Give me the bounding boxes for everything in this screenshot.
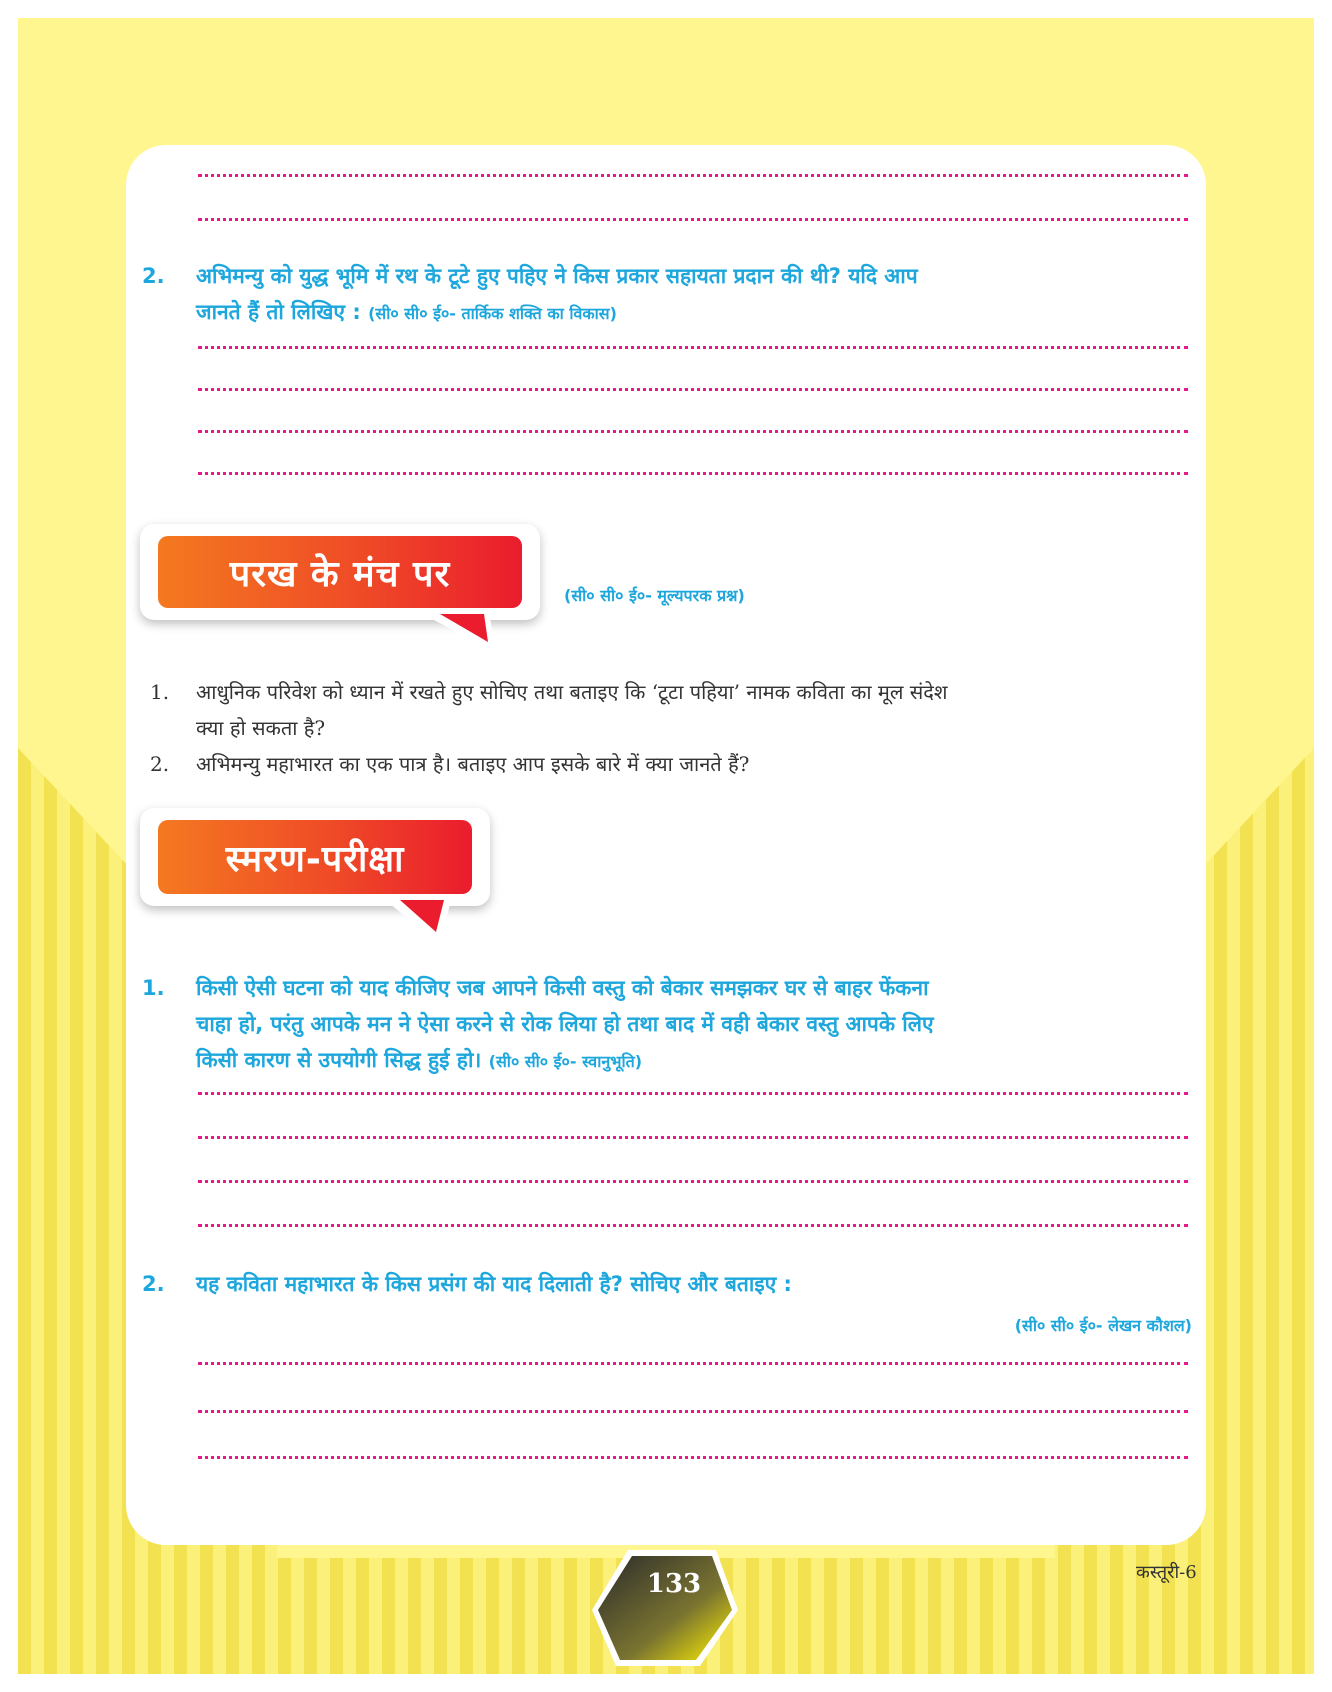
question-2 <box>142 258 1192 338</box>
question-text-line3-text: किसी कारण से उपयोगी सिद्ध हुई हो। <box>196 1048 482 1072</box>
answer-line[interactable] <box>198 1456 1188 1459</box>
question-number: 1. <box>150 680 170 704</box>
banner-title: परख के मंच पर <box>158 536 522 608</box>
answer-line[interactable] <box>198 346 1188 349</box>
question-number: 2. <box>142 1272 165 1296</box>
question-text-line1: किसी ऐसी घटना को याद कीजिए जब आपने किसी वस्तु को बेकार समझकर घर से बाहर फेंकना <box>196 976 929 1000</box>
answer-line[interactable] <box>198 1136 1188 1139</box>
answer-line[interactable] <box>198 472 1188 475</box>
answer-line[interactable] <box>198 388 1188 391</box>
banner-title: स्मरण-परीक्षा <box>158 820 472 894</box>
parakh-question-1 <box>150 674 1190 746</box>
cce-note: (सी० सी० ई०- तार्किक शक्ति का विकास) <box>368 304 617 323</box>
question-text-line2 <box>196 294 617 332</box>
parakh-question-2 <box>150 746 1190 782</box>
answer-line[interactable] <box>198 1362 1188 1365</box>
answer-line[interactable] <box>198 218 1188 221</box>
smaran-question-2 <box>142 1266 1192 1342</box>
page-number-badge <box>588 1548 748 1668</box>
question-text-line3 <box>196 1042 642 1080</box>
question-number: 2. <box>150 752 170 776</box>
answer-line[interactable] <box>198 1092 1188 1095</box>
answer-line[interactable] <box>198 174 1188 177</box>
question-text: अभिमन्यु महाभारत का एक पात्र है। बताइए आप इसके बारे में क्या जानते हैं? <box>196 752 750 776</box>
question-text: अभिमन्यु को युद्ध भूमि में रथ के टूटे हुए पहिए ने किस प्रकार सहायता प्रदान की थी? यदि आप <box>196 264 918 288</box>
question-number: 2. <box>142 264 165 288</box>
answer-line[interactable] <box>198 1410 1188 1413</box>
question-text: यह कविता महाभारत के किस प्रसंग की याद दिलाती है? सोचिए और बताइए : <box>196 1272 792 1296</box>
question-text-line2: क्या हो सकता है? <box>196 716 326 740</box>
smaran-question-1 <box>142 970 1192 1078</box>
banner-note: (सी० सी० ई०- मूल्यपरक प्रश्न) <box>564 586 745 605</box>
page-number: 133 <box>646 1569 702 1599</box>
cce-note: (सी० सी० ई०- स्वानुभूति) <box>488 1052 643 1071</box>
answer-line[interactable] <box>198 1224 1188 1227</box>
book-label: कस्तूरी-6 <box>1136 1562 1197 1583</box>
question-text-line2-text: जानते हैं तो लिखिए : <box>196 300 361 324</box>
question-number: 1. <box>142 976 165 1000</box>
answer-line[interactable] <box>198 1180 1188 1183</box>
question-text: आधुनिक परिवेश को ध्यान में रखते हुए सोचिए तथा बताइए कि ‘टूटा पहिया’ नामक कविता का मूल संदेश <box>196 680 948 704</box>
section-banner-smaran <box>140 808 500 948</box>
cce-note: (सी० सी० ई०- लेखन कौशल) <box>1014 1316 1192 1335</box>
answer-line[interactable] <box>198 430 1188 433</box>
question-text-line2: चाहा हो, परंतु आपके मन ने ऐसा करने से रोक लिया हो तथा बाद में वही बेकार वस्तु आपके लिए <box>196 1012 934 1036</box>
section-banner-parakh <box>140 524 540 654</box>
